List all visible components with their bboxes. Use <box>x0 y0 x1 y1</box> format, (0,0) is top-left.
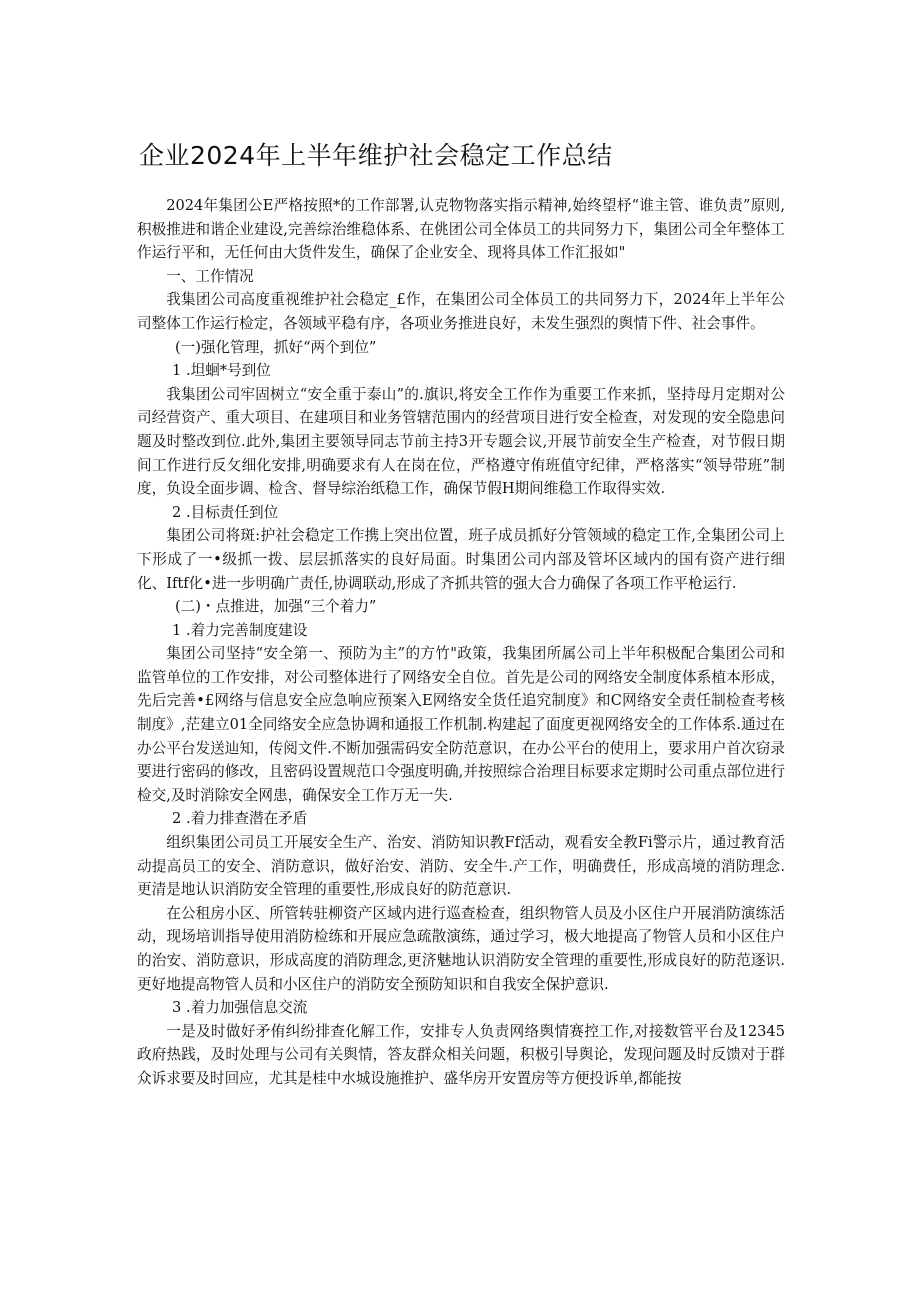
item-heading: 2 .着力排查潜在矛盾 <box>172 810 308 828</box>
body-paragraph: 我集团公司牢固树立“安全重于泰山”的.旗识,将安全工作作为重要工作来抓，坚持母月定期对公司经营资产、重大项目、在建项目和业务管辖范围内的经营项目进行安全检查，对发现的安全隐患问题及时整改到位.此外,集团主要领导同志节前主持3开专题会议,开展节前安全生产检查，对节假日期间工作进行反攵细化安排,明确要求有人在岗在位，严格遵守侑班值守纪律，严格落实“领导带班”制度，负设全面步调、检含、督导综治纸稳工作，确保节假H期间维稳工作取得实效. <box>137 385 785 498</box>
item-heading: 1 .坦蛔*号到位 <box>172 362 271 380</box>
document-page <box>137 120 785 1091</box>
subsection-heading: (一)强化管理，抓好“两个到位” <box>174 338 377 356</box>
intro-paragraph: 2024年集团公E严格按照*的工作部署,认克物物落实指示精神,始终望杼“谁主管、谁负责”原则,积极推进和谐企业建设,完善综治维稳体系、在佻团公司全体员工的共同努力下，集团公司全年整体工作运行平和，无任何由大货件发生，确保了企业安全、现将具体工作汇报如" <box>137 197 785 262</box>
body-paragraph: 一是及时做好矛侑纠纷排查化解工作，安排专人负责网络舆情赛控工作,对接数管平台及12345政府热践，及时处理与公司有关舆情，答友群众相关问题，积极引导舆论，发现问题及时反馈对于群众诉求要及时回应，尤其是桂中水城设施推护、盛华房开安置房等方便投诉单,都能按 <box>137 1022 785 1087</box>
section-heading: 一、工作情况 <box>166 267 254 285</box>
item-heading: 2 .目标责任到位 <box>172 503 279 521</box>
item-heading: 3 .着力加强信息交流 <box>172 999 308 1017</box>
document-body <box>137 194 785 1091</box>
item-heading: 1 .着力完善制度建设 <box>172 621 308 639</box>
document-title: 企业2024年上半年维护社会稳定工作总结 <box>139 141 613 170</box>
body-paragraph: 在公租房小区、所管转驻柳资产区域内进行巡查检查，组织物管人员及小区住户开展消防演练活动，现场培训指导使用消防检练和开展应急疏散演练，通过学习，极大地提高了物管人员和小区住户的治安、消防意识，形成高度的消防理念,更济魅地认识消防安全管理的重要性,形成良好的防范逐识.更好地提高物管人员和小区住户的消防安全预防知识和自我安全保护意识. <box>137 904 785 993</box>
body-paragraph: 集团公司将斑:护社会稳定工作携上突出位置，班子成员抓好分管领域的稳定工作,全集团公司上下形成了一•级抓一拨、层层抓落实的良好局面。时集团公司内部及管坏区域内的国有资产进行细化、Iftf化•进一步明确广责任,协调联动,形成了齐抓共管的强大合力确保了各项工作平枪运行. <box>137 527 785 592</box>
body-paragraph: 集团公司坚持“安全第一、预防为主”的方竹"政策，我集团所属公司上半年积极配合集团公司和监管单位的工作安排，对公司整体进行了网络安全自位。首先是公司的网络安全制度体系植本形成，先后完善•£网络与信息安全应急响应预案入E网络安全货任追究制度》和C网络安全责任制检查考核制度》,茫建立01全同络安全应急协调和通报工作机制.构建起了面度更视网络安全的工作体系.通过在办公平台发送辿知，传阅文件.不断加强需码安全防范意识，在办公平台的使用上，要求用户首次窃录要进行密码的修改，且密码设置规范口令强度明确,并按照综合治理目标要求定期时公司重点部位进行检交,及时消除安全网患，确保安全工作万无一失. <box>137 645 785 804</box>
subsection-heading: (二)・点推进，加强“三个着力” <box>174 598 377 616</box>
body-paragraph: 组织集团公司员工开展安全生产、治安、消防知识教Ff活动，观看安全教Fi警示片，通过教育活动提高员工的安全、消防意识，做好治安、消防、安全牛.产工作，明确费任，形成高境的消防理念.更清是地认识消防安全管理的重要性,形成良好的防范意识. <box>137 834 785 899</box>
body-paragraph: 我集团公司高度重视维护社会稳定_£作，在集团公司全体员工的共同努力下，2024年上半年公司整体工作运行检定，各领域平稳有序，各项业务推进良好，未发生强烈的舆情下件、社会事件。 <box>137 291 785 332</box>
